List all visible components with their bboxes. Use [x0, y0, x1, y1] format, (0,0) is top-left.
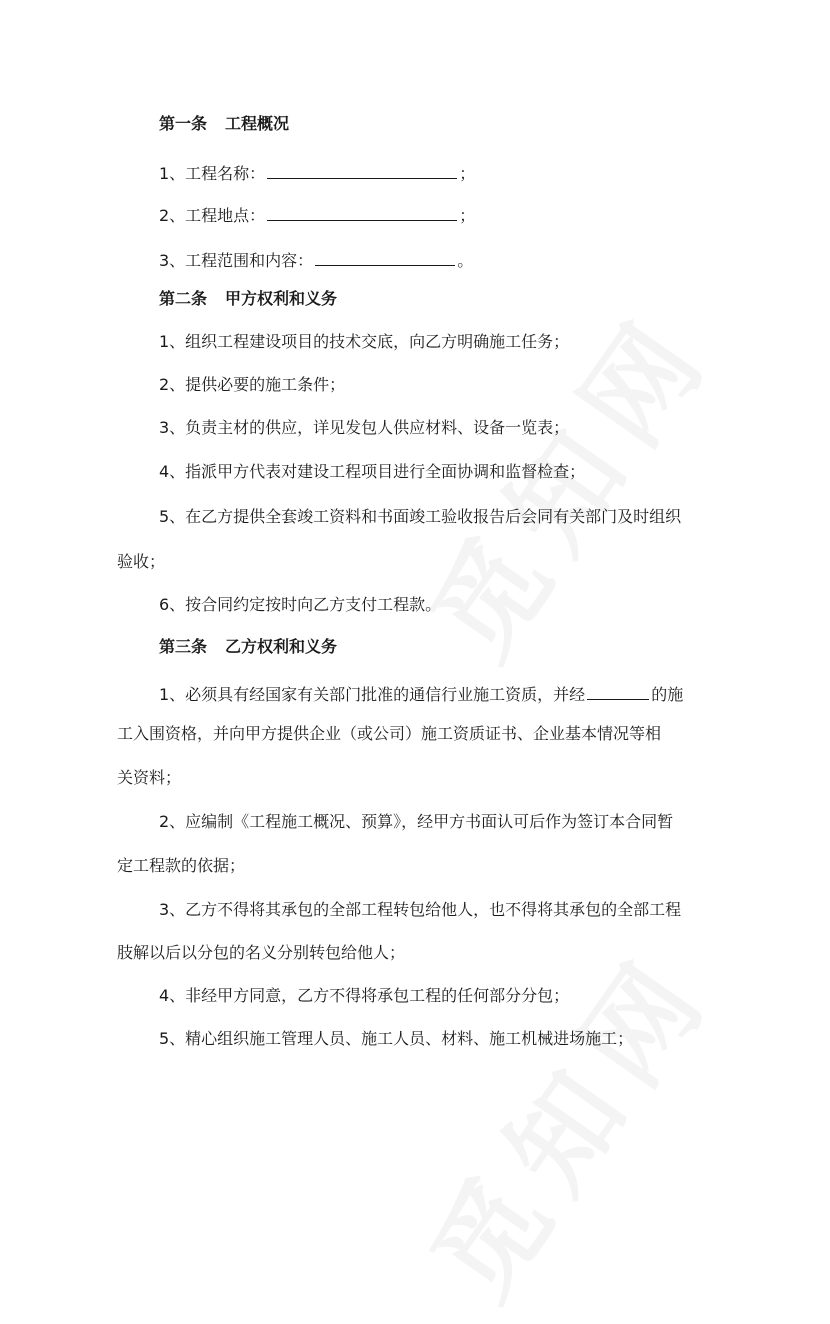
heading-title: 甲方权利和义务	[225, 289, 338, 308]
project-name-line	[159, 160, 830, 184]
project-location-blank	[267, 202, 457, 221]
punctuation: ；	[459, 164, 476, 183]
section-heading	[159, 289, 830, 309]
project-scope-blank	[315, 247, 455, 266]
paragraph-line: 6、按合同约定按时向乙方支付工程款。	[159, 595, 442, 614]
paragraph-line	[159, 681, 830, 705]
approval-blank	[587, 681, 649, 700]
field-label: 2、工程地点：	[159, 206, 266, 225]
text-segment: 1、必须具有经国家有关部门批准的通信行业施工资质，并经	[159, 685, 586, 704]
paragraph-line: 肢解以后以分包的名义分别转包给他人；	[117, 943, 406, 962]
project-name-blank	[267, 160, 457, 179]
paragraph-line: 3、负责主材的供应，详见发包人供应材料、设备一览表；	[159, 418, 570, 437]
watermark	[388, 914, 741, 1324]
text-segment: 的施	[651, 685, 684, 704]
punctuation: 。	[457, 251, 474, 270]
punctuation: ；	[459, 206, 476, 225]
heading-title: 乙方权利和义务	[225, 637, 338, 656]
heading-number: 第二条	[159, 289, 208, 308]
heading-number: 第三条	[159, 637, 208, 656]
field-label: 3、工程范围和内容：	[159, 251, 314, 270]
paragraph-line: 验收；	[117, 552, 166, 571]
paragraph-line: 定工程款的依据；	[117, 856, 246, 875]
heading-number: 第一条	[159, 114, 208, 133]
paragraph-line: 5、在乙方提供全套竣工资料和书面竣工验收报告后会同有关部门及时组织	[159, 507, 682, 526]
paragraph-line: 2、提供必要的施工条件；	[159, 375, 346, 394]
paragraph-line: 3、乙方不得将其承包的全部工程转包给他人，也不得将其承包的全部工程	[159, 900, 682, 919]
project-location-line	[159, 202, 830, 226]
paragraph-line: 1、组织工程建设项目的技术交底，向乙方明确施工任务；	[159, 332, 570, 351]
section-heading	[159, 114, 830, 134]
paragraph-line: 4、非经甲方同意，乙方不得将承包工程的任何部分分包；	[159, 986, 570, 1005]
paragraph-line: 4、指派甲方代表对建设工程项目进行全面协调和监督检查；	[159, 462, 586, 481]
section-heading	[159, 637, 830, 657]
field-label: 1、工程名称：	[159, 164, 266, 183]
paragraph-line: 2、应编制《工程施工概况、预算》，经甲方书面认可后作为签订本合同暂	[159, 812, 674, 831]
paragraph-line: 5、精心组织施工管理人员、施工人员、材料、施工机械进场施工；	[159, 1029, 634, 1048]
paragraph-line: 关资料；	[117, 768, 182, 787]
heading-title: 工程概况	[225, 114, 290, 133]
project-scope-line	[159, 247, 830, 271]
paragraph-line: 工入围资格，并向甲方提供企业（或公司）施工资质证书、企业基本情况等相	[117, 724, 662, 743]
